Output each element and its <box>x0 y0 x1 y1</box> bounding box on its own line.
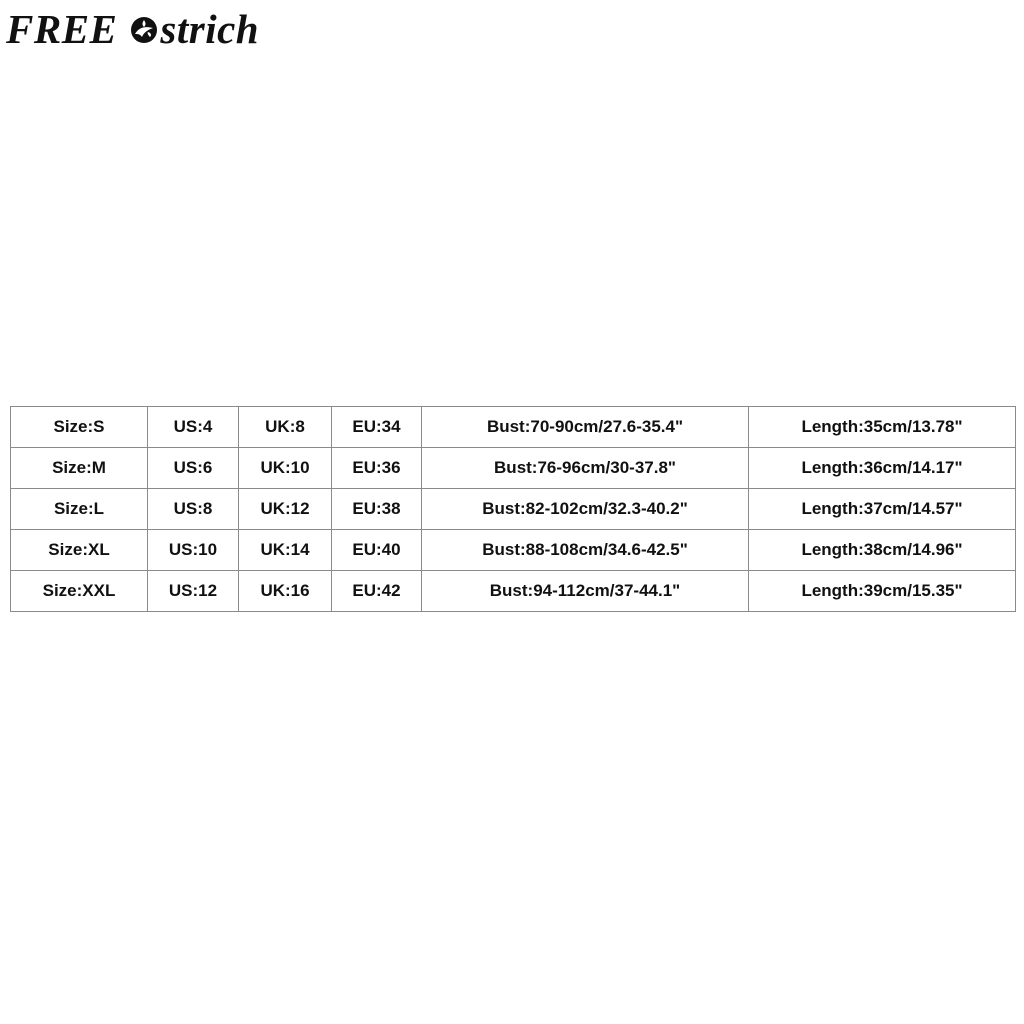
cell-us-size: US:4 <box>148 407 239 448</box>
cell-us-size: US:10 <box>148 530 239 571</box>
brand-logo <box>6 4 259 54</box>
cell-uk-size: UK:8 <box>239 407 332 448</box>
cell-size: Size:XXL <box>11 571 148 612</box>
cell-length: Length:38cm/14.96" <box>749 530 1016 571</box>
cell-size: Size:M <box>11 448 148 489</box>
cell-us-size: US:6 <box>148 448 239 489</box>
table-row <box>11 571 1016 612</box>
size-chart-body <box>11 407 1016 612</box>
cell-bust: Bust:82-102cm/32.3-40.2" <box>422 489 749 530</box>
cell-length: Length:39cm/15.35" <box>749 571 1016 612</box>
ostrich-o-icon <box>129 15 159 45</box>
cell-eu-size: EU:42 <box>332 571 422 612</box>
brand-logo-word-free: FREE <box>6 6 118 52</box>
table-row <box>11 448 1016 489</box>
cell-size: Size:S <box>11 407 148 448</box>
cell-uk-size: UK:10 <box>239 448 332 489</box>
cell-size: Size:XL <box>11 530 148 571</box>
cell-bust: Bust:94-112cm/37-44.1" <box>422 571 749 612</box>
cell-length: Length:35cm/13.78" <box>749 407 1016 448</box>
table-row <box>11 407 1016 448</box>
table-row <box>11 489 1016 530</box>
cell-eu-size: EU:36 <box>332 448 422 489</box>
cell-us-size: US:12 <box>148 571 239 612</box>
cell-eu-size: EU:34 <box>332 407 422 448</box>
cell-bust: Bust:70-90cm/27.6-35.4" <box>422 407 749 448</box>
cell-us-size: US:8 <box>148 489 239 530</box>
size-chart-table <box>10 406 1016 612</box>
cell-bust: Bust:76-96cm/30-37.8" <box>422 448 749 489</box>
cell-uk-size: UK:12 <box>239 489 332 530</box>
cell-length: Length:37cm/14.57" <box>749 489 1016 530</box>
cell-eu-size: EU:38 <box>332 489 422 530</box>
cell-uk-size: UK:16 <box>239 571 332 612</box>
cell-bust: Bust:88-108cm/34.6-42.5" <box>422 530 749 571</box>
table-row <box>11 530 1016 571</box>
cell-uk-size: UK:14 <box>239 530 332 571</box>
brand-logo-word-strich: strich <box>160 6 260 52</box>
cell-eu-size: EU:40 <box>332 530 422 571</box>
cell-size: Size:L <box>11 489 148 530</box>
cell-length: Length:36cm/14.17" <box>749 448 1016 489</box>
